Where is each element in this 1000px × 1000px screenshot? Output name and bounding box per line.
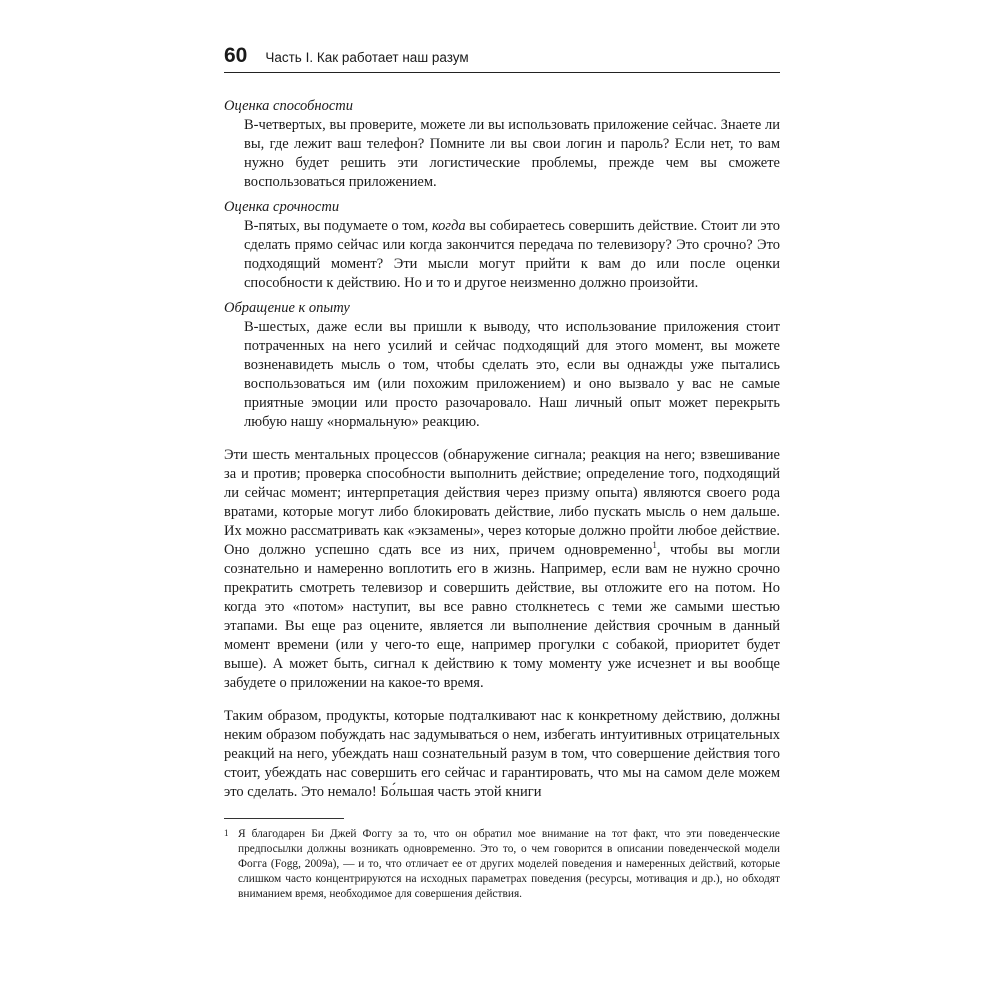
paragraph-text-part: Эти шесть ментальных процессов (обнаружение сигнала; реакция на него; взвешивание за и против; проверка способности выполнить действие; определение того, подходящий ли сейчас момент; интерпретация действия через призму опыта) являются своего рода вратами, которые могут либо блокировать действие, либо пускать мысль о нем дальше. Их можно рассматривать как «экзамены», через которые должно пройти любое действие. Оно должно успешно сдать все из них, причем одновременно (224, 447, 780, 558)
footnote (224, 827, 780, 902)
book-page (224, 44, 780, 902)
definition-term: Обращение к опыту (224, 300, 350, 316)
body-paragraph: Таким образом, продукты, которые подталкивают нас к конкретному действию, должны неким образом побуждать нас задумываться о нем, избегать интуитивных отрицательных реакций на него, убеждать наш сознательный разум в том, что совершение действия того стоит, убеждать нас совершить его сейчас и гарантировать, что мы на самом деле можем это сделать. Это немало! Бо́льшая часть этой книги (224, 708, 780, 800)
paragraph-text-part: , чтобы вы могли сознательно и намеренно воплотить его в жизнь. Например, если вам не нужно срочно прекратить смотреть телевизор и совершить действие, вы отложите его на потом. Но когда это «потом» наступит, вы все равно столкнетесь с теми же самыми шестью этапами. Вы еще раз оцените, является ли выполнение действия срочным в данный момент времени (или у чего-то еще, например прогулки с собакой, приоритет будет выше). А может быть, сигнал к действию к тому моменту уже исчезнет и вы вообще забудете о приложении на какое-то время. (224, 542, 781, 691)
definition-text: В-четвертых, вы проверите, можете ли вы использовать приложение сейчас. Знаете ли вы, где лежит ваш телефон? Помните ли вы свои логин и пароль? Если нет, то вам нужно будет решить эти логистические проблемы, прежде чем вы сможете воспользоваться приложением. (244, 117, 780, 190)
page-number: 60 (224, 44, 248, 67)
definition-text-part: вы собираетесь совершить действие. Стоит ли это сделать прямо сейчас или когда закончится передача по телевизору? Это срочно? Это подходящий момент? Эти мысли могут прийти к вам до или после оценки способности к действию. Но и то и другое неизменно должно произойти. (244, 218, 780, 291)
definition-text-part: В-пятых, вы подумаете о том, (244, 218, 432, 234)
definition-text: В-шестых, даже если вы пришли к выводу, что использование приложения стоит потраченных на него усилий и сейчас подходящий для этого момент, вы можете возненавидеть мысль о том, чтобы сделать это, если вы однажды уже пытались воспользоваться им (или похожим приложением) и оно вызвало у вас не самые приятные эмоции или просто разочаровало. Наш личный опыт может перекрыть любую нашу «нормальную» реакцию. (244, 319, 780, 430)
definition-term: Оценка способности (224, 98, 353, 114)
footnote-text: Я благодарен Би Джей Фоггу за то, что он обратил мое внимание на тот факт, что эти поведенческие предпосылки должны возникать одновременно. Это то, о чем говорится в описании поведенческой модели Фогга (Fogg, 2009a), — и то, что отличает ее от других моделей поведения и намеренных действий, которые слишком часто концентрируются на исходных параметрах поведения (ресурсы, мотивация и др.), но обходят вниманием время, необходимое для совершения действия. (238, 828, 780, 900)
page-header (224, 44, 780, 73)
footnote-reference: 1 (652, 540, 657, 551)
footnote-divider (224, 818, 344, 819)
definition-term: Оценка срочности (224, 199, 340, 215)
body-paragraph (224, 446, 780, 693)
footnote-mark: 1 (224, 828, 229, 838)
definition-text (244, 217, 780, 293)
emphasized-word: когда (431, 218, 466, 234)
running-title: Часть I. Как работает наш разум (265, 50, 469, 65)
page-content (224, 97, 780, 902)
